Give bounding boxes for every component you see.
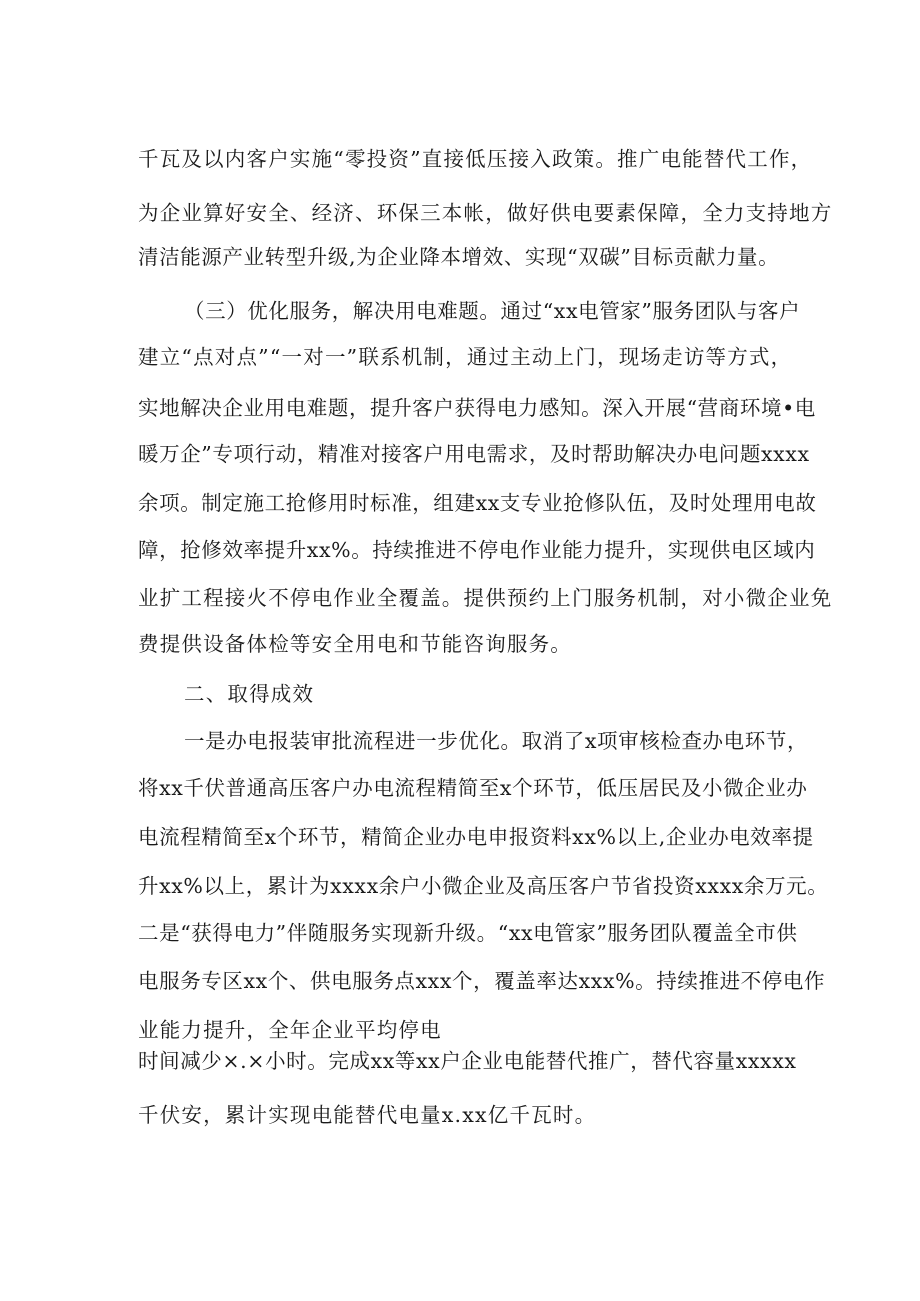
paragraph-line: 障，抢修效率提升xx%。持续推进不停电作业能力提升，实现供电区域内 — [138, 538, 816, 562]
paragraph-line: 升xx%以上，累计为xxxx余户小微企业及高压客户节省投资xxxx余万元。 — [138, 874, 829, 898]
paragraph-line: 费提供设备体检等安全用电和节能咨询服务。 — [138, 632, 572, 656]
paragraph-line: 余项。制定施工抢修用时标准，组建xx支专业抢修队伍，及时处理用电故 — [138, 491, 817, 515]
paragraph-line: 一是办电报装审批流程进一步优化。取消了x项审核检查办电环节， — [184, 729, 809, 753]
section-heading-line: （三）优化服务，解决用电难题。通过“xx电管家”服务团队与客户 — [184, 299, 801, 323]
paragraph-line: 建立“点对点”“一对一”联系机制，通过主动上门，现场走访等方式， — [138, 345, 793, 369]
paragraph-line: 电服务专区xx个、供电服务点xxx个，覆盖率达xxx%。持续推进不停电作 — [138, 969, 826, 993]
paragraph-line: 将xx千伏普通高压客户办电流程精简至x个环节，低压居民及小微企业办 — [138, 776, 808, 800]
paragraph-line: 电流程精简至x个环节，精简企业办电申报资料xx%以上,企业办电效率提 — [138, 825, 814, 849]
paragraph-line: 实地解决企业用电难题，提升客户获得电力感知。深入开展“营商环境•电 — [138, 396, 816, 420]
paragraph-line: 时间减少×.×小时。完成xx等xx户企业电能替代推广，替代容量xxxxx — [138, 1049, 797, 1073]
section-heading: 二、取得成效 — [184, 682, 315, 706]
paragraph-line: 千瓦及以内客户实施“零投资”直接低压接入政策。推广电能替代工作， — [138, 147, 813, 171]
paragraph-line: 二是“获得电力”伴随服务实现新升级。“xx电管家”服务团队覆盖全市供 — [138, 921, 798, 945]
paragraph-line: 业能力提升，全年企业平均停电 — [138, 1018, 442, 1042]
paragraph-line: 千伏安，累计实现电能替代电量x.xx亿千瓦时。 — [138, 1103, 597, 1127]
paragraph-line: 业扩工程接火不停电作业全覆盖。提供预约上门服务机制，对小微企业免 — [138, 586, 833, 610]
paragraph-line: 清洁能源产业转型升级,为企业降本增效、实现“双碳”目标贡献力量。 — [138, 245, 780, 269]
paragraph-line: 为企业算好安全、经济、环保三本帐，做好供电要素保障，全力支持地方 — [138, 201, 833, 225]
paragraph-line: 暖万企”专项行动，精准对接客户用电需求，及时帮助解决办电问题xxxx — [138, 442, 810, 466]
